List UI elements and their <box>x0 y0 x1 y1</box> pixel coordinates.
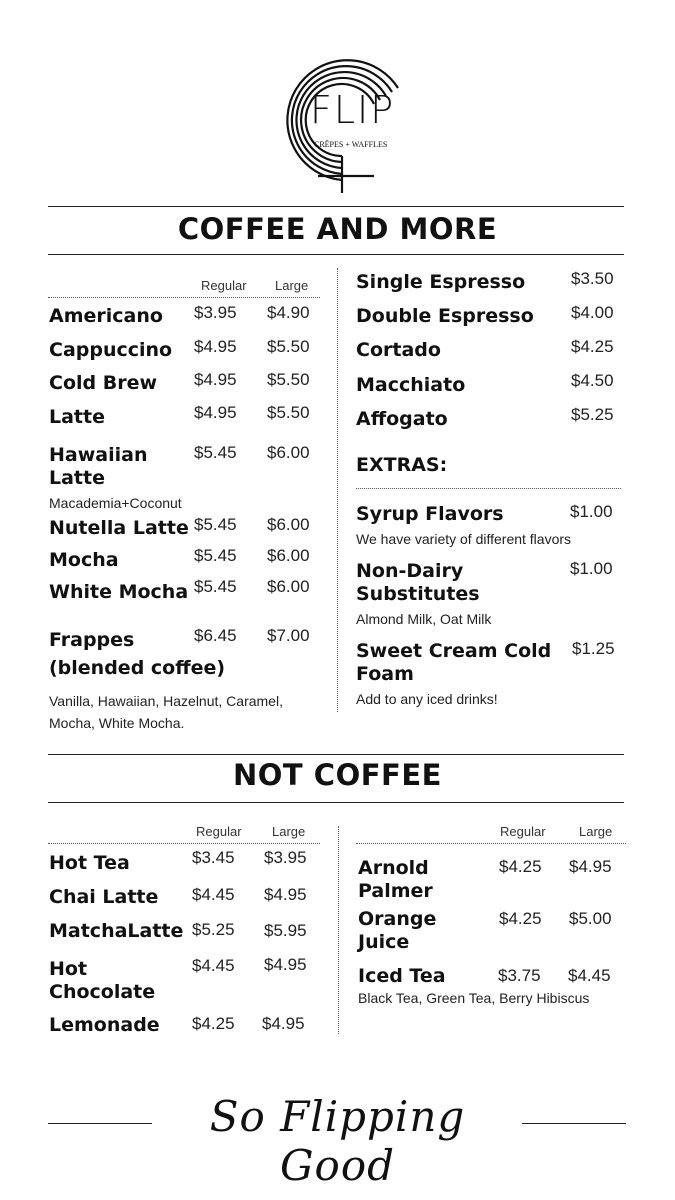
price: $1.00 <box>570 502 613 521</box>
menu-item-name: Mocha <box>49 549 119 571</box>
menu-item-name: Syrup Flavors <box>356 503 504 525</box>
regular-column-header: Regular <box>196 824 242 839</box>
footer-slogan: So Flipping Good <box>209 1092 466 1190</box>
dotted-divider <box>356 488 621 489</box>
regular-price: $4.95 <box>194 370 237 389</box>
divider <box>48 254 624 255</box>
regular-price: $4.45 <box>192 885 235 904</box>
price: $4.00 <box>571 303 614 322</box>
menu-item-name: Orange Juice <box>358 908 437 953</box>
divider <box>48 206 624 207</box>
menu-item-note: Vanilla, Hawaiian, Hazelnut, Caramel, Mocha, White Mocha. <box>49 693 283 731</box>
price: $3.50 <box>571 269 614 288</box>
menu-item-note: We have variety of different flavors <box>356 531 572 547</box>
large-price: $4.90 <box>267 303 310 322</box>
price: $1.00 <box>570 559 613 578</box>
menu-item-name: Arnold Palmer <box>358 857 433 902</box>
regular-price: $5.45 <box>194 546 237 565</box>
logo-tagline: CRÊPES + WAFFLES <box>314 140 388 149</box>
menu-item-name: Nutella Latte <box>49 517 189 539</box>
menu-item-note: Add to any iced drinks! <box>356 691 498 707</box>
dotted-divider <box>48 843 320 844</box>
regular-price: $4.25 <box>499 909 542 928</box>
extras-title: EXTRAS: <box>356 454 448 476</box>
menu-item-name: Hot Tea <box>49 852 130 874</box>
regular-price: $5.45 <box>194 577 237 596</box>
large-price: $4.95 <box>569 857 612 876</box>
menu-item-name: Frappes (blended coffee) <box>49 629 226 679</box>
coffee-section-title: COFFEE AND MORE <box>177 212 498 246</box>
menu-item-note: Black Tea, Green Tea, Berry Hibiscus <box>358 990 590 1006</box>
dotted-divider <box>48 297 320 298</box>
regular-column-header: Regular <box>201 278 247 293</box>
menu-item-name: Sweet Cream Cold Foam <box>356 640 552 685</box>
menu-item-name: Non-Dairy Substitutes <box>356 560 480 605</box>
divider <box>522 1123 626 1124</box>
large-price: $3.95 <box>264 848 307 867</box>
large-price: $5.50 <box>267 403 310 422</box>
large-price: $6.00 <box>267 546 310 565</box>
large-price: $4.95 <box>264 955 307 974</box>
menu-item-name: Single Espresso <box>356 271 526 293</box>
regular-price: $3.45 <box>192 848 235 867</box>
regular-price: $5.45 <box>194 515 237 534</box>
menu-item-name: Affogato <box>356 408 448 430</box>
menu-item-name: Cold Brew <box>49 372 158 394</box>
menu-item-note: Almond Milk, Oat Milk <box>356 611 492 627</box>
regular-price: $5.45 <box>194 443 237 462</box>
regular-price: $6.45 <box>194 626 237 645</box>
menu-item-name: Double Espresso <box>356 305 534 327</box>
menu-item-name: Cortado <box>356 339 441 361</box>
large-price: $7.00 <box>267 626 310 645</box>
price: $5.25 <box>571 405 614 424</box>
price: $1.25 <box>572 639 615 658</box>
menu-item-name: Iced Tea <box>358 965 446 987</box>
column-divider <box>337 268 338 712</box>
menu-item-name: Americano <box>49 305 163 327</box>
large-column-header: Large <box>579 824 613 839</box>
large-price: $4.95 <box>262 1014 305 1033</box>
menu-item-name: Cappuccino <box>49 339 173 361</box>
regular-price: $5.25 <box>192 920 235 939</box>
logo <box>270 48 410 198</box>
price: $4.25 <box>571 337 614 356</box>
large-price: $5.95 <box>264 921 307 940</box>
logo-brand: FLIP <box>310 88 396 132</box>
column-divider <box>338 826 339 1034</box>
menu-item-name: White Mocha <box>49 581 189 603</box>
regular-price: $4.95 <box>194 337 237 356</box>
dotted-divider <box>356 843 626 844</box>
divider <box>48 754 624 755</box>
regular-price: $3.95 <box>194 303 237 322</box>
menu-item-note: Macademia+Coconut <box>49 495 182 511</box>
menu-item-name: MatchaLatte <box>49 920 184 942</box>
regular-price: $4.25 <box>499 857 542 876</box>
regular-price: $4.45 <box>192 956 235 975</box>
price: $4.50 <box>571 371 614 390</box>
menu-item-name: Latte <box>49 406 105 428</box>
menu-item-name: Hot Chocolate <box>49 958 156 1003</box>
large-price: $6.00 <box>267 515 310 534</box>
menu-item-name: Macchiato <box>356 374 466 396</box>
not-coffee-section-title: NOT COFFEE <box>233 758 442 792</box>
large-price: $4.45 <box>568 966 611 985</box>
divider <box>48 802 624 803</box>
regular-column-header: Regular <box>500 824 546 839</box>
menu-item-name: Hawaiian Latte <box>49 444 148 489</box>
regular-price: $4.25 <box>192 1014 235 1033</box>
regular-price: $4.95 <box>194 403 237 422</box>
large-column-header: Large <box>272 824 306 839</box>
large-price: $5.50 <box>267 370 310 389</box>
large-price: $6.00 <box>267 443 310 462</box>
large-price: $4.95 <box>264 885 307 904</box>
divider <box>48 1123 152 1124</box>
large-price: $6.00 <box>267 577 310 596</box>
menu-item-name: Lemonade <box>49 1014 160 1036</box>
regular-price: $3.75 <box>498 966 541 985</box>
menu-item-name: Chai Latte <box>49 886 159 908</box>
large-price: $5.50 <box>267 337 310 356</box>
large-price: $5.00 <box>569 909 612 928</box>
large-column-header: Large <box>275 278 309 293</box>
